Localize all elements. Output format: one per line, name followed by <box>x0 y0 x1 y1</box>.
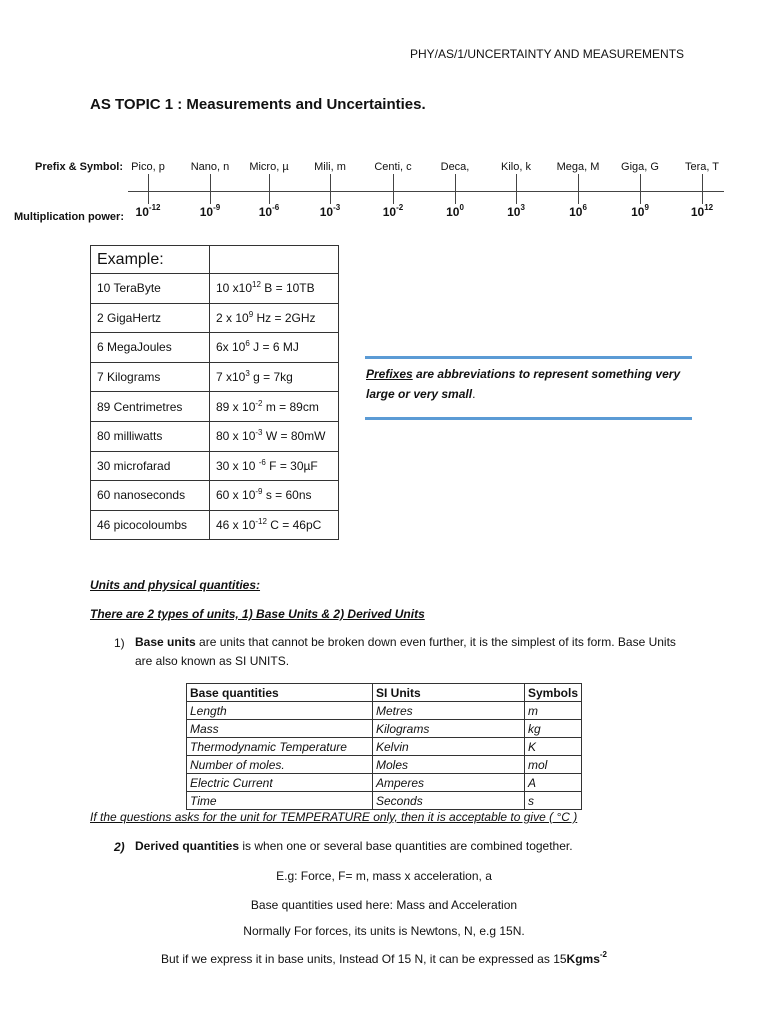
definition-end: . <box>472 387 476 401</box>
power-value <box>200 205 220 219</box>
scale-tick <box>148 174 149 204</box>
power-base: 10 <box>631 205 645 219</box>
base-table-row <box>187 720 582 738</box>
temperature-note: If the questions asks for the unit for TEMPERATURE only, then it is acceptable to give ( °C ) <box>90 810 578 824</box>
example-row <box>91 274 339 304</box>
power-base: 10 <box>507 205 521 219</box>
example-quantity: 60 nanoseconds <box>91 481 210 511</box>
power-exponent: -2 <box>396 203 404 212</box>
power-value <box>383 205 403 219</box>
power-value <box>569 205 587 219</box>
example-quantity: 10 TeraByte <box>91 274 210 304</box>
scale-tick <box>578 174 579 204</box>
power-exponent: -9 <box>213 203 221 212</box>
derived-quantities-term: Derived quantities <box>135 839 240 853</box>
conversion-coefficient: 10 x10 <box>216 281 253 296</box>
prefix-name: Kilo, k <box>501 161 531 173</box>
base-table-header-row <box>187 684 582 702</box>
power-value <box>259 205 279 219</box>
base-table-row <box>187 738 582 756</box>
prefix-name: Mili, m <box>314 161 346 173</box>
expression-unit: Kgms <box>566 952 600 966</box>
document-code: PHY/AS/1/UNCERTAINTY AND MEASUREMENTS <box>410 47 685 61</box>
power-base: 10 <box>690 205 705 219</box>
conversion-result: W = 80mW <box>262 429 326 444</box>
si-unit: Moles <box>373 756 525 774</box>
example-conversion <box>210 481 339 511</box>
base-quantity: Mass <box>187 720 373 738</box>
item-1-number: 1) <box>114 636 125 650</box>
power-exponent: -3 <box>333 203 341 212</box>
prefix-definition-callout <box>365 356 692 420</box>
base-quantity: Thermodynamic Temperature <box>187 738 373 756</box>
power-base: 10 <box>319 205 334 219</box>
unit-symbol: s <box>525 792 582 810</box>
conversion-exponent: 3 <box>245 369 250 379</box>
base-units-expression-line <box>0 952 768 966</box>
si-unit: Kelvin <box>373 738 525 756</box>
power-value <box>507 205 525 219</box>
expression-text: But if we express it in base units, Instead Of 15 N, it can be expressed as 15 <box>160 952 567 966</box>
power-exponent: 0 <box>459 203 464 212</box>
header-base-quantities: Base quantities <box>187 684 373 702</box>
example-conversion <box>210 392 339 422</box>
scale-tick <box>330 174 331 204</box>
base-table-row <box>187 792 582 810</box>
power-exponent: 9 <box>644 203 649 212</box>
prefix-name: Micro, µ <box>249 161 289 173</box>
item-2-number: 2) <box>114 840 125 854</box>
example-heading: Example: <box>91 246 210 274</box>
example-conversion <box>210 421 339 451</box>
conversion-exponent: -9 <box>255 487 263 497</box>
example-table <box>90 245 339 540</box>
base-units-description: are units that cannot be broken down even further, it is the simplest of its form. Base Units are also known as SI UNITS. <box>135 635 676 668</box>
conversion-result: s = 60ns <box>262 488 312 503</box>
base-quantities-used-line: Base quantities used here: Mass and Acceleration <box>250 898 518 912</box>
unit-symbol: A <box>525 774 582 792</box>
conversion-exponent: -2 <box>255 398 263 408</box>
conversion-result: B = 10TB <box>260 281 315 296</box>
example-row <box>91 421 339 451</box>
example-conversion <box>210 510 339 540</box>
base-units-paragraph <box>135 633 695 671</box>
conversion-exponent: -12 <box>255 517 267 527</box>
derived-quantities-description: is when one or several base quantities are combined together. <box>239 839 573 853</box>
conversion-coefficient: 2 x 10 <box>216 310 249 325</box>
prefix-name: Deca, <box>440 161 470 173</box>
units-section-heading: Units and physical quantities: <box>90 578 261 592</box>
prefix-name: Mega, M <box>556 161 600 173</box>
example-row <box>91 510 339 540</box>
example-table-heading-row <box>91 246 339 274</box>
conversion-result: F = 30µF <box>265 458 318 473</box>
conversion-exponent: -3 <box>255 428 263 438</box>
example-conversion <box>210 451 339 481</box>
base-quantity: Time <box>187 792 373 810</box>
example-conversion <box>210 274 339 304</box>
base-quantity: Electric Current <box>187 774 373 792</box>
prefix-name: Tera, T <box>684 161 720 173</box>
power-base: 10 <box>135 205 149 219</box>
scale-tick <box>393 174 394 204</box>
example-row <box>91 362 339 392</box>
base-units-term: Base units <box>135 635 196 649</box>
definition-body: are abbreviations to represent something very large or very small <box>366 367 681 401</box>
example-conversion <box>210 362 339 392</box>
prefix-symbol-label: Prefix & Symbol: <box>35 161 124 173</box>
power-exponent: -6 <box>272 203 280 212</box>
power-value <box>691 205 713 219</box>
example-row <box>91 481 339 511</box>
prefix-scale-line <box>128 191 724 192</box>
power-value <box>136 205 161 219</box>
conversion-coefficient: 46 x 10 <box>216 518 256 533</box>
unit-symbol: mol <box>525 756 582 774</box>
power-value <box>631 205 649 219</box>
expression-exponent: -2 <box>599 950 608 959</box>
base-quantity: Number of moles. <box>187 756 373 774</box>
power-exponent: 6 <box>582 203 587 212</box>
prefix-name: Giga, G <box>621 161 659 173</box>
conversion-coefficient: 80 x 10 <box>216 429 256 444</box>
scale-tick <box>269 174 270 204</box>
conversion-result: J = 6 MJ <box>249 340 299 355</box>
power-base: 10 <box>382 205 397 219</box>
power-exponent: 12 <box>704 203 714 212</box>
scale-tick <box>702 174 703 204</box>
conversion-coefficient: 60 x 10 <box>216 488 256 503</box>
example-row <box>91 392 339 422</box>
power-base: 10 <box>258 205 273 219</box>
unit-symbol: m <box>525 702 582 720</box>
base-quantities-table <box>186 683 582 810</box>
scale-tick <box>210 174 211 204</box>
conversion-exponent: -6 <box>258 457 266 467</box>
conversion-coefficient: 30 x 10 <box>216 458 259 473</box>
derived-quantities-paragraph <box>135 837 695 856</box>
example-quantity: 7 Kilograms <box>91 362 210 392</box>
power-base: 10 <box>446 205 460 219</box>
prefix-name: Centi, c <box>374 161 412 173</box>
unit-types-heading: There are 2 types of units, 1) Base Units & 2) Derived Units <box>90 607 425 621</box>
example-quantity: 30 microfarad <box>91 451 210 481</box>
prefix-name: Nano, n <box>190 161 230 173</box>
definition-term: Prefixes <box>366 367 413 381</box>
example-quantity: 46 picocoloumbs <box>91 510 210 540</box>
conversion-result: g = 7kg <box>249 370 293 385</box>
conversion-exponent: 12 <box>252 280 261 290</box>
power-value <box>320 205 340 219</box>
conversion-coefficient: 89 x 10 <box>216 399 256 414</box>
power-exponent: -12 <box>148 203 161 212</box>
example-row <box>91 451 339 481</box>
conversion-coefficient: 7 x10 <box>216 370 246 385</box>
multiplication-power-label: Multiplication power: <box>14 211 124 223</box>
conversion-exponent: 9 <box>248 309 254 319</box>
conversion-exponent: 6 <box>245 339 250 349</box>
example-heading-blank <box>210 246 339 274</box>
example-row <box>91 303 339 333</box>
base-table-row <box>187 702 582 720</box>
scale-tick <box>516 174 517 204</box>
example-conversion <box>210 303 339 333</box>
scale-tick <box>455 174 456 204</box>
unit-symbol: kg <box>525 720 582 738</box>
conversion-result: m = 89cm <box>262 399 319 414</box>
power-base: 10 <box>569 205 583 219</box>
prefix-name: Pico, p <box>131 161 165 173</box>
unit-symbol: K <box>525 738 582 756</box>
base-table-row <box>187 774 582 792</box>
conversion-coefficient: 6x 10 <box>216 340 246 355</box>
example-quantity: 89 Centrimetres <box>91 392 210 422</box>
example-quantity: 6 MegaJoules <box>91 333 210 363</box>
scale-tick <box>640 174 641 204</box>
si-unit: Kilograms <box>373 720 525 738</box>
example-quantity: 2 GigaHertz <box>91 303 210 333</box>
force-example-line: E.g: Force, F= m, mass x acceleration, a <box>276 869 492 883</box>
example-conversion <box>210 333 339 363</box>
power-base: 10 <box>199 205 214 219</box>
newtons-line: Normally For forces, its units is Newtons, N, e.g 15N. <box>243 924 525 938</box>
power-value <box>446 205 464 219</box>
conversion-result: Hz = 2GHz <box>253 310 316 325</box>
header-symbols: Symbols <box>525 684 582 702</box>
power-exponent: 3 <box>520 203 525 212</box>
header-si-units: SI Units <box>373 684 525 702</box>
si-unit: Amperes <box>373 774 525 792</box>
example-row <box>91 333 339 363</box>
base-quantity: Length <box>187 702 373 720</box>
example-quantity: 80 milliwatts <box>91 421 210 451</box>
si-unit: Metres <box>373 702 525 720</box>
si-unit: Seconds <box>373 792 525 810</box>
topic-title: AS TOPIC 1 : Measurements and Uncertainties. <box>90 96 426 113</box>
base-table-row <box>187 756 582 774</box>
conversion-result: C = 46pC <box>266 518 322 533</box>
prefix-definition-text <box>366 364 691 404</box>
